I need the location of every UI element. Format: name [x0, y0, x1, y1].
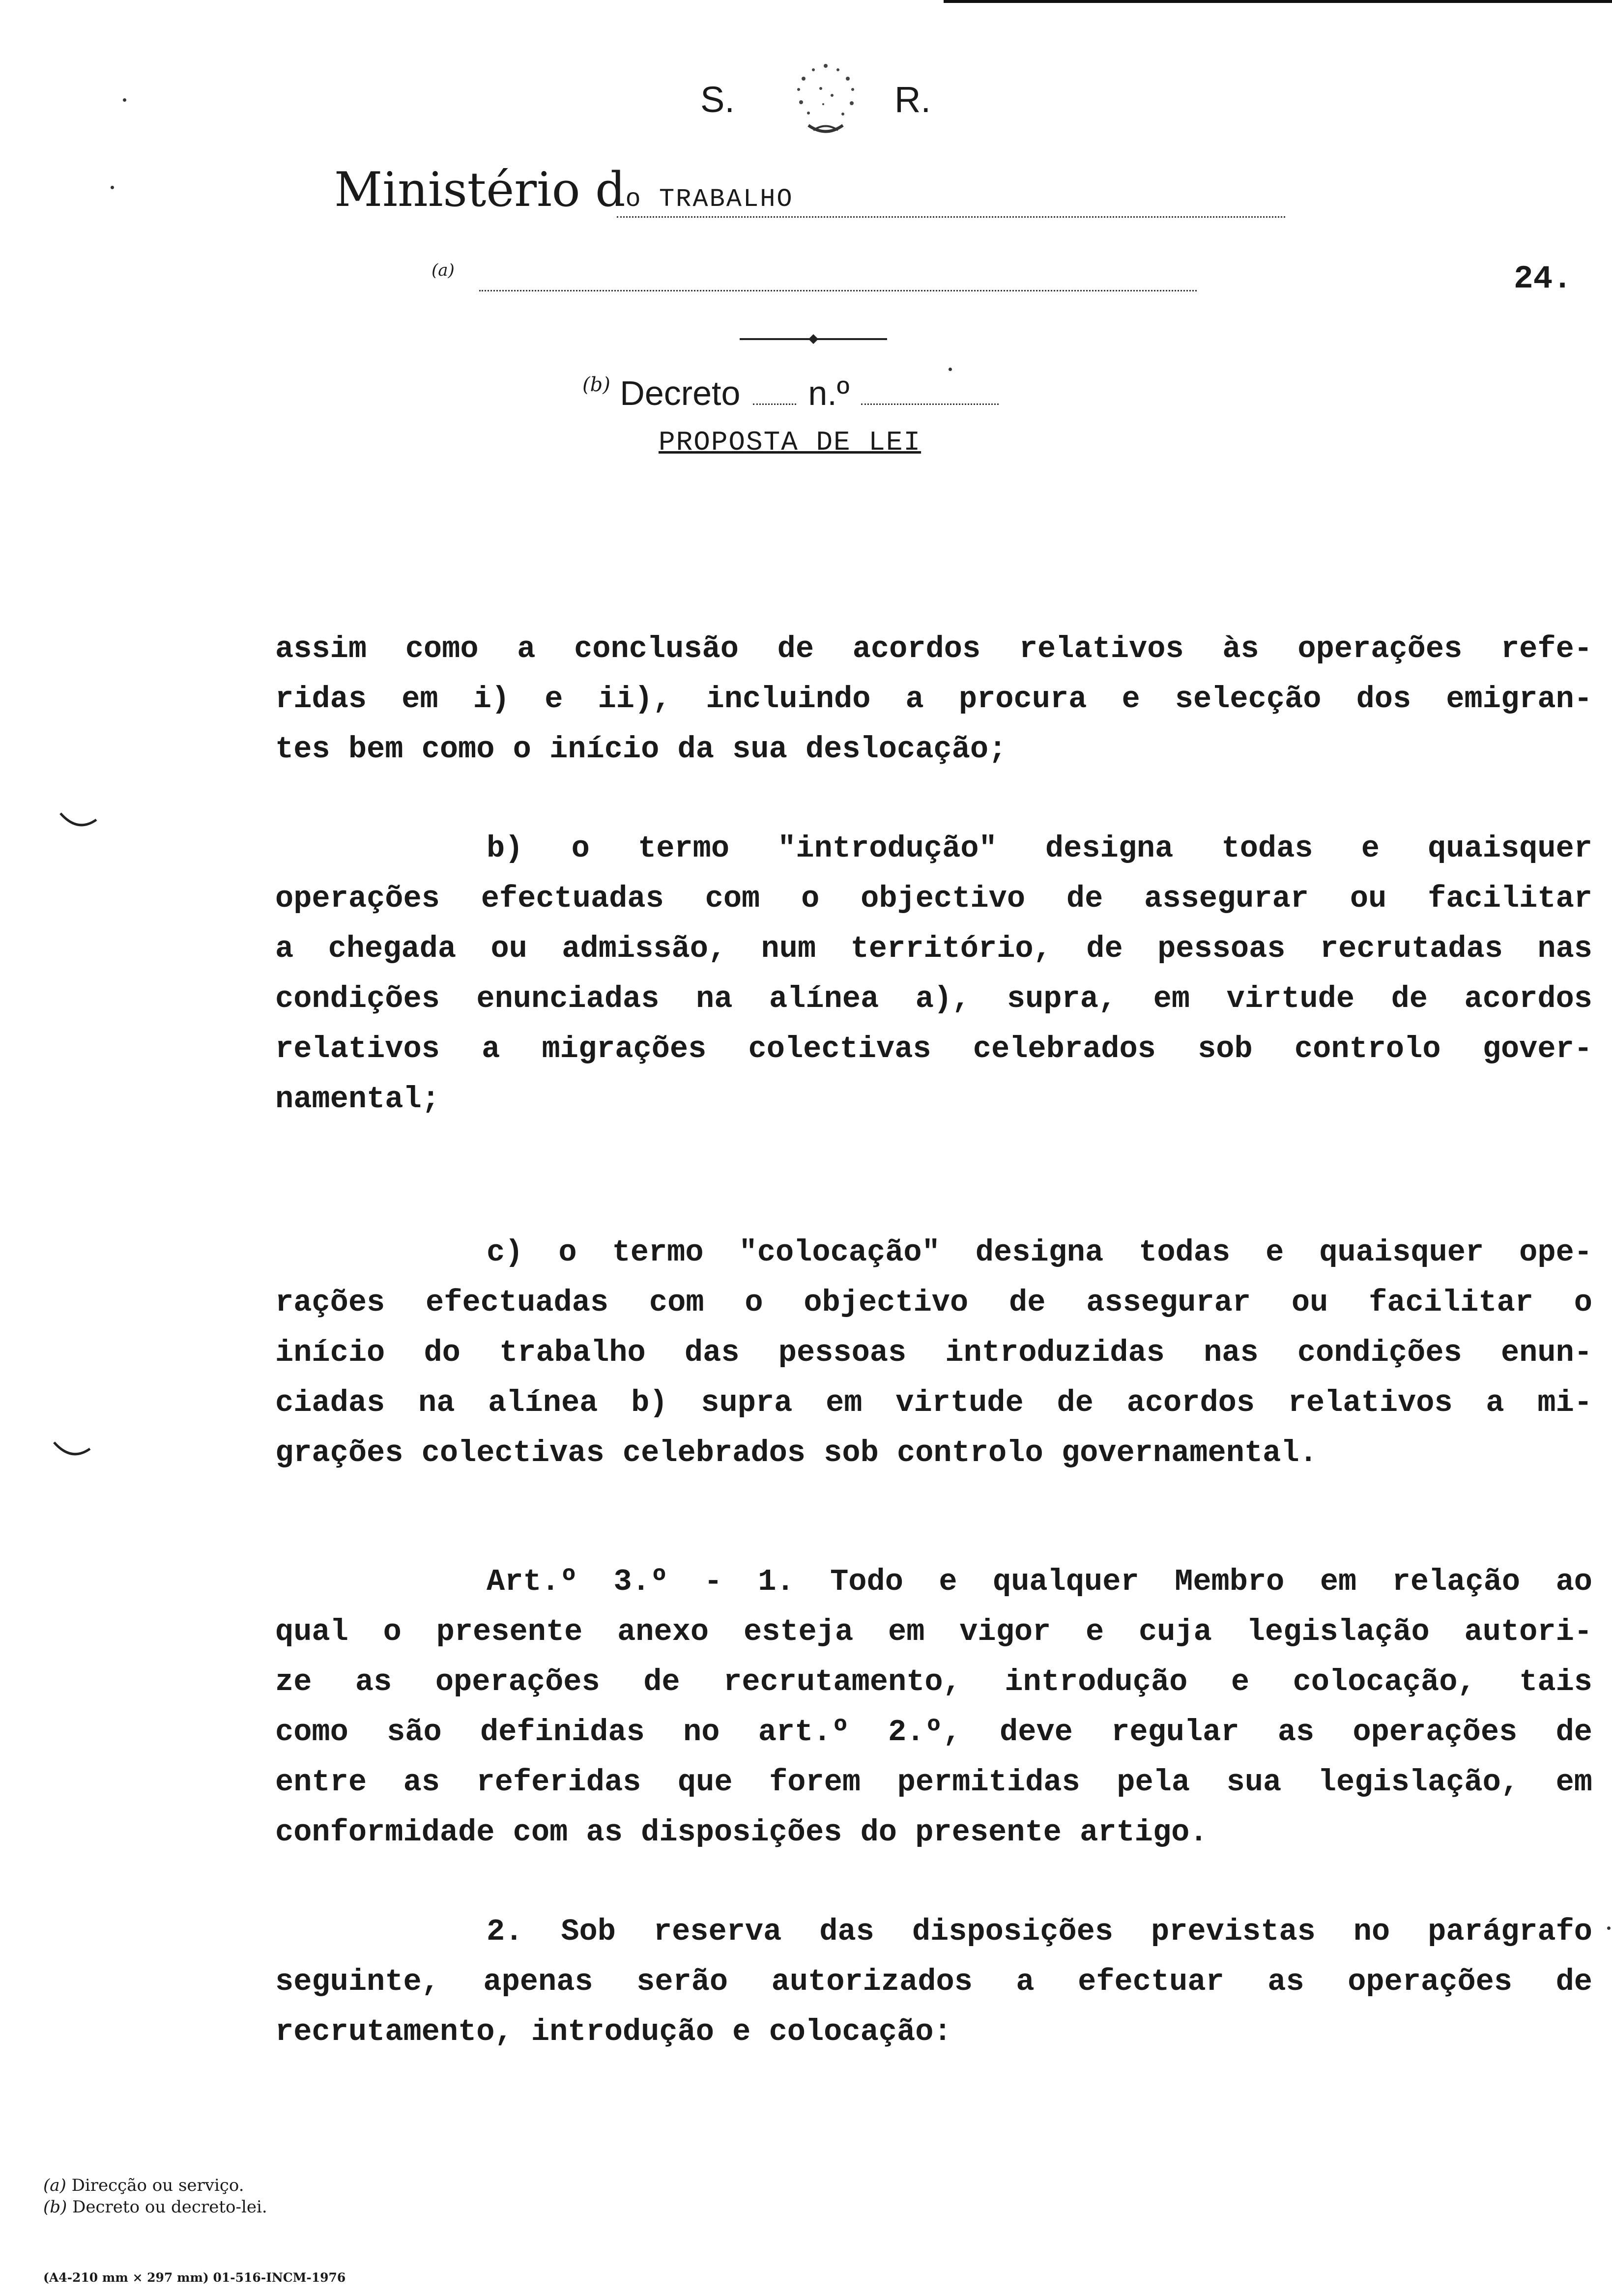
paragraph-continuation [275, 624, 1592, 775]
coat-of-arms-seal [774, 59, 877, 143]
paragraph-item-b [275, 824, 1592, 1124]
text-line: grações colectivas celebrados sob controlo governamental. [275, 1435, 1318, 1470]
scan-speck [1607, 1926, 1611, 1930]
mark-a: (a) [432, 260, 455, 280]
text-line: 2. Sob reserva das disposições previstas no parágrafo [487, 1914, 1592, 1949]
text-line: ridas em i) e ii), incluindo a procura e selecção dos emigran- [275, 682, 1592, 717]
text-line: seguinte, apenas serão autorizados a efectuar as operações de [275, 1964, 1592, 1999]
numero-dots [861, 403, 999, 405]
divider-ornament [740, 329, 887, 349]
decreto-line [582, 373, 999, 413]
footnote-a [43, 2175, 267, 2196]
text-line: ze as operações de recrutamento, introdução e colocação, tais [275, 1665, 1592, 1699]
footnote-b-text: Decreto ou decreto-lei. [72, 2197, 267, 2217]
text-line: relativos a migrações colectivas celebrados sob controlo gover- [275, 1032, 1592, 1066]
text-line: a chegada ou admissão, num território, de pessoas recrutadas nas [275, 931, 1592, 966]
text-line: início do trabalho das pessoas introduzidas nas condições enun- [275, 1335, 1592, 1370]
decreto-label: Decreto [620, 374, 741, 412]
text-line: assim como a conclusão de acordos relativos às operações refe- [275, 631, 1592, 666]
text-line: namental; [275, 1082, 440, 1117]
text-line: recrutamento, introdução e colocação: [275, 2014, 952, 2049]
scan-speck [949, 368, 952, 371]
text-line: tes bem como o início da sua deslocação; [275, 732, 1007, 767]
text-line: b) o termo "introdução" designa todas e quaisquer [487, 831, 1592, 866]
binding-hole-mark [52, 1440, 91, 1460]
paragraph-item-c [275, 1228, 1592, 1478]
service-dotted-line [479, 290, 1197, 291]
binding-hole-mark [58, 811, 97, 831]
sr-left: S. [700, 79, 735, 120]
ministry-heading [334, 162, 794, 217]
text-line: operações efectuadas com o objectivo de assegurar ou facilitar [275, 881, 1592, 916]
footnote-b [43, 2196, 267, 2218]
ministry-name: o TRABALHO [625, 185, 794, 214]
print-reference: (A4-210 mm × 297 mm) 01-516-INCM-1976 [43, 2270, 346, 2285]
scan-speck [111, 186, 114, 189]
footnote-a-mark: (a) [43, 2176, 66, 2195]
paragraph-art-3-1 [275, 1557, 1592, 1858]
footnote-a-text: Direcção ou serviço. [71, 2176, 244, 2195]
text-line: conformidade com as disposições do presente artigo. [275, 1815, 1208, 1850]
text-line: entre as referidas que forem permitidas pela sua legislação, em [275, 1765, 1592, 1800]
text-line: c) o termo "colocação" designa todas e quaisquer ope- [487, 1235, 1592, 1270]
ministry-dotted-line [617, 216, 1285, 218]
mark-b: (b) [582, 373, 610, 396]
footnote-b-mark: (b) [43, 2197, 67, 2217]
document-title: PROPOSTA DE LEI [659, 427, 921, 458]
text-line: qual o presente anexo esteja em vigor e cuja legislação autori- [275, 1614, 1592, 1649]
text-line: condições enunciadas na alínea a), supra, em virtude de acordos [275, 981, 1592, 1016]
document-body [275, 624, 1592, 2057]
ministry-prefix: Ministério d [334, 162, 626, 217]
text-line: Art.º 3.º - 1. Todo e qualquer Membro em relação ao [487, 1564, 1592, 1599]
footnotes [43, 2175, 267, 2218]
text-line: como são definidas no art.º 2.º, deve regular as operações de [275, 1715, 1592, 1750]
scan-speck [123, 98, 126, 102]
sr-right: R. [894, 79, 931, 120]
paragraph-art-3-2 [275, 1907, 1592, 2057]
text-line: rações efectuadas com o objectivo de assegurar ou facilitar o [275, 1285, 1592, 1320]
text-line: ciadas na alínea b) supra em virtude de acordos relativos a mi- [275, 1385, 1592, 1420]
decreto-dots [753, 403, 796, 405]
top-edge-rule [944, 0, 1612, 3]
numero-label: n.º [808, 374, 850, 412]
page-number: 24. [1514, 260, 1572, 297]
